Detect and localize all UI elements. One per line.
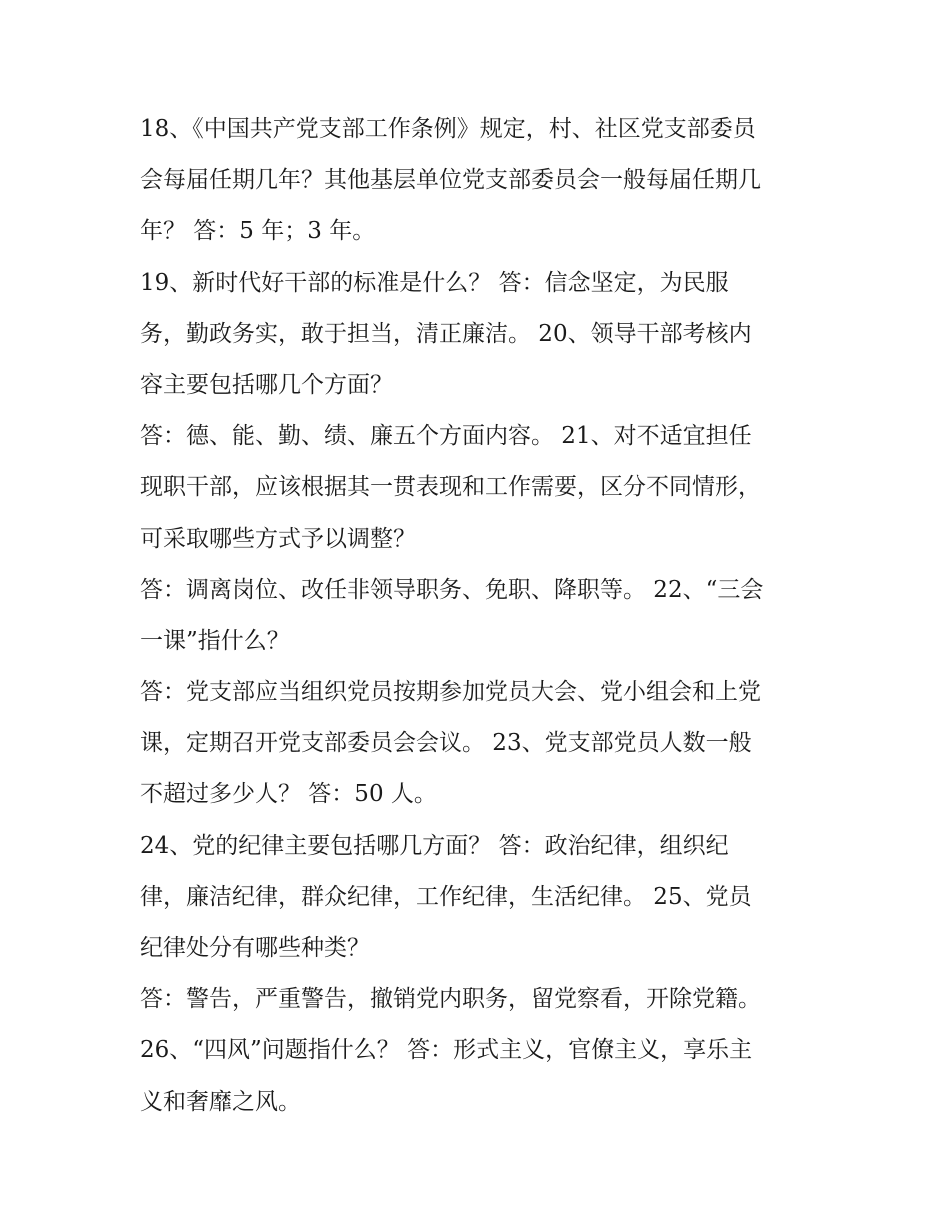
text-line: 可采取哪些方式予以调整？ (140, 525, 416, 552)
text-line: 不超过多少人？ 答：50 人。 (140, 781, 437, 808)
text-line: 26、“四风”问题指什么？ 答：形式主义，官僚主义，享乐主 (140, 1037, 753, 1064)
document-body (140, 104, 820, 1128)
text-line: 容主要包括哪几个方面？ (140, 371, 393, 398)
text-line: 律，廉洁纪律，群众纪律，工作纪律，生活纪律。 25、党员 (140, 883, 752, 910)
text-line: 答：党支部应当组织党员按期参加党员大会、党小组会和上党 (140, 679, 761, 706)
text-line: 会每届任期几年？其他基层单位党支部委员会一般每届任期几 (140, 167, 761, 194)
text-line: 课，定期召开党支部委员会会议。 23、党支部党员人数一般 (140, 730, 752, 757)
text-line: 务，勤政务实，敢于担当，清正廉洁。 20、领导干部考核内 (140, 320, 752, 347)
text-line: 答：调离岗位、改任非领导职务、免职、降职等。 22、“三会 (140, 576, 764, 603)
text-line: 义和奢靡之风。 (140, 1088, 301, 1115)
text-line: 年？ 答：5 年；3 年。 (140, 218, 376, 245)
text-line: 纪律处分有哪些种类？ (140, 935, 370, 961)
text-line: 18、《中国共产党支部工作条例》规定，村、社区党支部委员 (140, 116, 756, 142)
text-line: 19、新时代好干部的标准是什么？ 答：信念坚定，为民服 (140, 269, 729, 296)
text-line: 24、党的纪律主要包括哪几方面？ 答：政治纪律，组织纪 (140, 832, 729, 859)
text-line: 现职干部，应该根据其一贯表现和工作需要，区分不同情形， (140, 474, 761, 501)
text-line: 一课”指什么？ (140, 627, 290, 654)
text-line: 答：警告，严重警告，撤销党内职务，留党察看，开除党籍。 (140, 986, 761, 1013)
text-line: 答：德、能、勤、绩、廉五个方面内容。 21、对不适宜担任 (140, 423, 752, 450)
